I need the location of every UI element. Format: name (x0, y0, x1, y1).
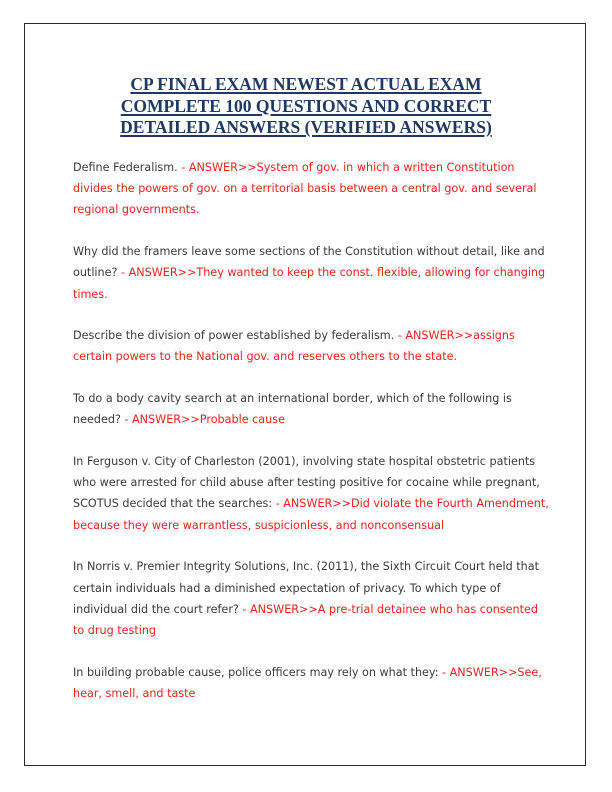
question-text: needed? (73, 413, 125, 427)
text-line (73, 578, 543, 599)
question-text: Describe the division of power established by federalism. (73, 329, 398, 343)
text-line (73, 620, 543, 641)
text-line (73, 515, 543, 536)
answer-text: - ANSWER>>assigns (397, 329, 515, 343)
qa-item (73, 388, 543, 430)
text-line (73, 157, 543, 178)
text-line (73, 262, 546, 283)
text-line (73, 178, 543, 199)
text-line (73, 662, 543, 683)
question-text: Why did the framers leave some sections of the Constitution without detail, like and (73, 245, 545, 259)
text-line (73, 451, 543, 472)
question-text: individual did the court refer? (73, 602, 243, 616)
text-line (73, 599, 543, 620)
text-line (73, 284, 543, 305)
question-text: SCOTUS decided that the searches: (73, 497, 276, 511)
text-line (73, 241, 543, 262)
answer-text: times. (73, 287, 108, 301)
question-text: In Norris v. Premier Integrity Solutions, Inc. (2011), the Sixth Circuit Court held that (73, 560, 539, 574)
text-line (73, 325, 543, 346)
answer-text: - ANSWER>>See, (442, 665, 542, 679)
answer-text: - ANSWER>>They wanted to keep the const. flexible, allowing for changing (121, 266, 546, 280)
question-text: To do a body cavity search at an international border, which of the following is (73, 392, 512, 406)
question-text: In Ferguson v. City of Charleston (2001), involving state hospital obstetric patients (73, 455, 536, 469)
qa-list (73, 157, 549, 725)
title-line-3: DETAILED ANSWERS (VERIFIED ANSWERS) (120, 117, 492, 137)
qa-item (73, 662, 543, 704)
qa-item (73, 241, 546, 305)
text-line (73, 346, 543, 367)
title-line-1: CP FINAL EXAM NEWEST ACTUAL EXAM (130, 74, 482, 94)
answer-text: certain powers to the National gov. and reserves others to the state. (73, 350, 458, 364)
question-text: In building probable cause, police officers may rely on what they: (73, 665, 443, 679)
qa-item (73, 556, 543, 641)
qa-item (73, 157, 543, 221)
text-line (73, 199, 543, 220)
answer-text: to drug testing (73, 623, 157, 637)
qa-item (73, 451, 549, 536)
text-line (73, 388, 543, 409)
answer-text: regional governments. (73, 203, 200, 217)
answer-text: because they were warrantless, suspicionless, and nonconsensual (73, 518, 445, 532)
question-text: who were arrested for child abuse after testing positive for cocaine while pregnant, (73, 476, 540, 490)
title-line-2: COMPLETE 100 QUESTIONS AND CORRECT (120, 95, 492, 116)
text-line (73, 556, 543, 577)
text-line (73, 472, 543, 493)
question-text: certain individuals had a diminished expectation of privacy. To which type of (73, 581, 501, 595)
question-text: Define Federalism. (73, 161, 182, 174)
text-line (73, 493, 549, 514)
answer-text: - ANSWER>>System of gov. in which a written Constitution (181, 161, 515, 174)
qa-item (73, 325, 543, 367)
answer-text: - ANSWER>>Probable cause (124, 413, 285, 427)
answer-text: divides the powers of gov. on a territorial basis between a central gov. and several (73, 182, 537, 196)
answer-text: hear, smell, and taste (73, 686, 196, 700)
text-line (73, 409, 543, 430)
text-line (73, 683, 543, 704)
document-title (60, 74, 552, 139)
answer-text: - ANSWER>>Did violate the Fourth Amendment, (275, 497, 549, 511)
question-text: outline? (73, 266, 122, 280)
answer-text: - ANSWER>>A pre-trial detainee who has consented (242, 602, 538, 616)
